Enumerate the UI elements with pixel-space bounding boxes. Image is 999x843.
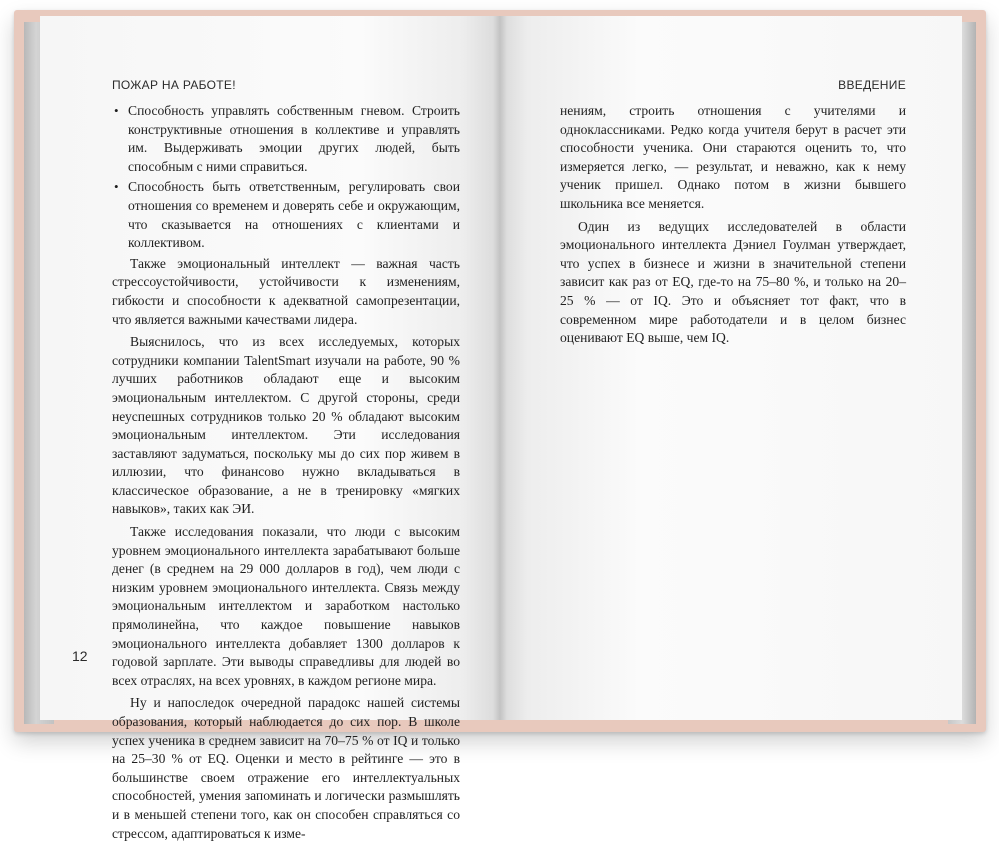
paragraph: Ну и напоследок очередной парадокс нашей системы образования, который наблюдается до сих пор. В школе успех ученика в среднем зависит на 70–75 % от IQ и только на 25–30 % от EQ. Оценки и место в рейтинге — это в большинстве своем отражение его интеллектуальных способностей, умения запоминать и логически размышлять и в меньшей степени того, как он способен справляться со стрессом, адаптироваться к изме-: [112, 695, 460, 841]
paragraph-continuation: нениям, строить отношения с учителями и одноклассниками. Редко когда учителя берут в расчет эти способности ученика. Они стараются оценить то, что измеряется легко, — результат, и неважно, как к нему ученик пришел. Однако потом в жизни бывшего школьника все меняется.: [560, 103, 906, 211]
bullet-text: Способность быть ответственным, регулировать свои отношения со временем и доверять себе и окружающим, что сказывается на отношениях с клиентами и коллективом.: [128, 179, 460, 251]
paragraph: Также исследования показали, что люди с высоким уровнем эмоционального интеллекта зарабатывают больше денег (в среднем на 29 000 долларов в год), чем люди с низким уровнем эмоционального интеллекта. Связь между эмоциональным интеллектом и заработком настолько прямолинейна, что каждое повышение навыков эмоционального интеллекта добавляет 1300 долларов к годовой зарплате. Эти выводы справедливы для людей во всех отраслях, на всех уровнях, в каждом регионе мира.: [112, 524, 460, 688]
running-head-right: ВВЕДЕНИЕ: [838, 78, 906, 92]
bullet-icon: •: [114, 103, 119, 118]
book-gutter: [493, 16, 507, 720]
left-page: [40, 16, 500, 841]
running-head-left: ПОЖАР НА РАБОТЕ!: [112, 78, 236, 92]
paragraph: Один из ведущих исследователей в области эмоционального интеллекта Дэниел Гоулман утверждает, что успех в бизнесе и жизни в значительной степени зависит как раз от EQ, где-то на 75–80 %, и только на 20–25 % — от IQ. Это и объясняет тот факт, что в современном мире работодатели и в целом бизнес оценивают EQ выше, чем IQ.: [560, 218, 906, 346]
bullet-text: Способность управлять собственным гневом. Строить конструктивные отношения в коллективе и управлять им. Выдерживать эмоции других людей, быть способным с ними справиться.: [128, 103, 460, 174]
bullet-list: [112, 102, 460, 253]
paragraph: Выяснилось, что из всех исследуемых, которых сотрудники компании TalentSmart изучали на работе, 90 % лучших работников обладают еще и высоким эмоциональным интеллектом. С другой стороны, среди неуспешных сотрудников только 20 % обладают высоким эмоциональным интеллектом. Эти исследования заставляют задуматься, поскольку мы до сих пор живем в иллюзии, что финансово нужно вкладываться в классическое образование, а не в тренировку «мягких навыков», таких как ЭИ.: [112, 334, 460, 517]
left-page-text: [112, 102, 460, 843]
bullet-icon: •: [114, 179, 119, 195]
right-page-text: [560, 102, 906, 348]
list-item: [112, 178, 460, 252]
list-item: [112, 102, 460, 176]
page-number: 12: [72, 648, 88, 664]
right-page: [500, 16, 962, 720]
paragraph: Также эмоциональный интеллект — важная часть стрессоустойчивости, устойчивости к изменениям, гибкости и способности к адекватной самопрезентации, что является важными качествами лидера.: [112, 255, 460, 327]
